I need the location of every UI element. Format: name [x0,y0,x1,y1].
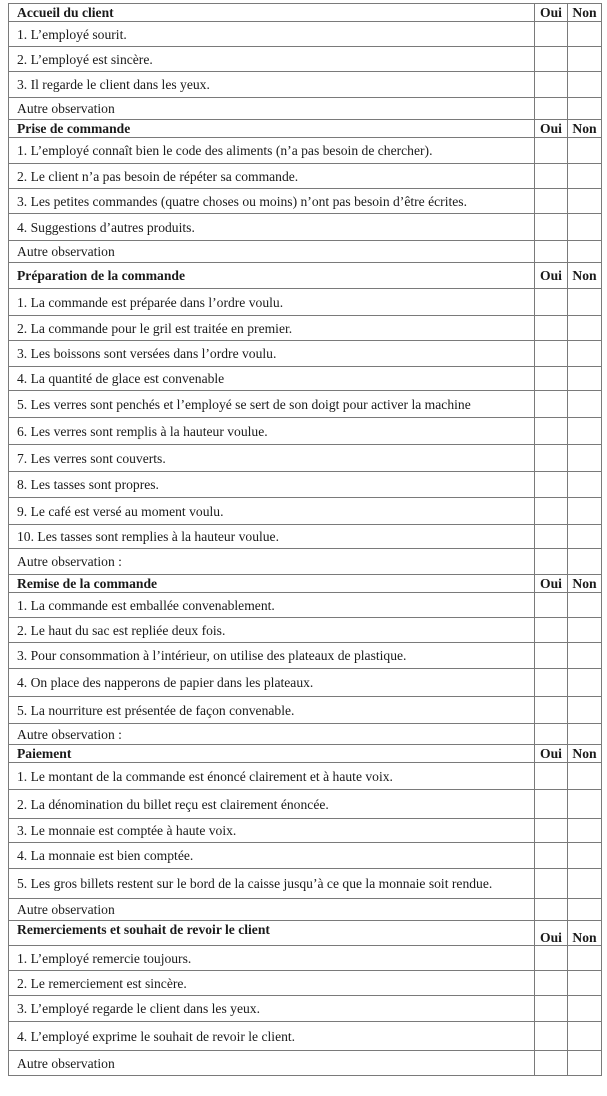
oui-checkbox[interactable] [535,549,568,575]
oui-column-header: Oui [535,745,568,763]
section-paiement [8,744,602,921]
item-label: 3. Pour consommation à l’intérieur, on utilise des plateaux de plastique. [9,643,535,669]
checklist-row [9,525,602,549]
checklist-row [9,498,602,525]
item-label: 4. La quantité de glace est convenable [9,367,535,391]
non-checkbox[interactable] [568,763,602,790]
non-checkbox[interactable] [568,724,602,745]
other-observation-label[interactable]: Autre observation [9,1051,535,1076]
checklist-row [9,214,602,241]
non-checkbox[interactable] [568,189,602,214]
other-observation-label[interactable]: Autre observation [9,98,535,120]
checklist-row [9,316,602,341]
non-checkbox[interactable] [568,843,602,869]
checklist-row [9,697,602,724]
checklist-row [9,138,602,164]
non-checkbox[interactable] [568,367,602,391]
oui-checkbox[interactable] [535,819,568,843]
non-checkbox[interactable] [568,593,602,618]
checklist-row [9,367,602,391]
checklist-row [9,618,602,643]
section-title: Préparation de la commande [9,263,535,289]
item-label: 2. La dénomination du billet reçu est clairement énoncée. [9,790,535,819]
non-column-header: Non [568,4,602,22]
section-accueil [8,3,602,120]
checklist-row [9,22,602,47]
section-title: Prise de commande [9,120,535,138]
oui-checkbox[interactable] [535,391,568,418]
oui-checkbox[interactable] [535,47,568,72]
checklist-row [9,869,602,899]
non-checkbox[interactable] [568,316,602,341]
non-checkbox[interactable] [568,669,602,697]
section-remerciements [8,920,602,1076]
non-checkbox[interactable] [568,164,602,189]
checklist-row [9,971,602,996]
item-label: 5. Les verres sont penchés et l’employé se sert de son doigt pour activer la machine [9,391,535,418]
oui-column-header: Oui [535,575,568,593]
checklist-row [9,996,602,1022]
checklist-row [9,164,602,189]
non-checkbox[interactable] [568,47,602,72]
oui-checkbox[interactable] [535,214,568,241]
oui-checkbox[interactable] [535,241,568,263]
oui-checkbox[interactable] [535,971,568,996]
section-header [9,921,602,946]
non-checkbox[interactable] [568,341,602,367]
oui-checkbox[interactable] [535,98,568,120]
oui-checkbox[interactable] [535,593,568,618]
item-label: 10. Les tasses sont remplies à la hauteur voulue. [9,525,535,549]
non-checkbox[interactable] [568,697,602,724]
oui-column-header: Oui [535,921,568,946]
other-observation-label[interactable]: Autre observation : [9,724,535,745]
item-label: 3. L’employé regarde le client dans les yeux. [9,996,535,1022]
item-label: 2. La commande pour le gril est traitée en premier. [9,316,535,341]
oui-checkbox[interactable] [535,763,568,790]
checklist-row [9,391,602,418]
section-title: Accueil du client [9,4,535,22]
non-checkbox[interactable] [568,472,602,498]
item-label: 9. Le café est versé au moment voulu. [9,498,535,525]
section-preparation [8,262,602,575]
oui-checkbox[interactable] [535,669,568,697]
section-title: Remise de la commande [9,575,535,593]
oui-checkbox[interactable] [535,341,568,367]
oui-checkbox[interactable] [535,724,568,745]
section-header [9,575,602,593]
oui-checkbox[interactable] [535,189,568,214]
section-title: Paiement [9,745,535,763]
checklist-row [9,418,602,445]
section-title: Remerciements et souhait de revoir le client [9,921,535,946]
oui-column-header: Oui [535,120,568,138]
checklist-row [9,763,602,790]
non-checkbox[interactable] [568,899,602,921]
non-column-header: Non [568,921,602,946]
other-observation-row [9,549,602,575]
non-column-header: Non [568,263,602,289]
non-checkbox[interactable] [568,498,602,525]
item-label: 3. Les petites commandes (quatre choses ou moins) n’ont pas besoin d’être écrites. [9,189,535,214]
non-checkbox[interactable] [568,549,602,575]
checklist-row [9,946,602,971]
non-checkbox[interactable] [568,1022,602,1051]
oui-checkbox[interactable] [535,697,568,724]
non-checkbox[interactable] [568,1051,602,1076]
oui-checkbox[interactable] [535,946,568,971]
non-checkbox[interactable] [568,790,602,819]
non-checkbox[interactable] [568,214,602,241]
item-label: 4. La monnaie est bien comptée. [9,843,535,869]
oui-column-header: Oui [535,4,568,22]
non-checkbox[interactable] [568,946,602,971]
section-header [9,4,602,22]
checklist-row [9,72,602,98]
item-label: 7. Les verres sont couverts. [9,445,535,472]
other-observation-row [9,98,602,120]
checklist-row [9,1022,602,1051]
oui-checkbox[interactable] [535,367,568,391]
section-remise [8,574,602,745]
section-header [9,263,602,289]
checklist-row [9,819,602,843]
non-checkbox[interactable] [568,72,602,98]
non-checkbox[interactable] [568,418,602,445]
item-label: 8. Les tasses sont propres. [9,472,535,498]
non-column-header: Non [568,120,602,138]
other-observation-label[interactable]: Autre observation : [9,549,535,575]
checklist-row [9,47,602,72]
item-label: 3. Le monnaie est comptée à haute voix. [9,819,535,843]
oui-checkbox[interactable] [535,472,568,498]
section-prise-de-commande [8,119,602,263]
other-observation-row [9,1051,602,1076]
item-label: 5. La nourriture est présentée de façon convenable. [9,697,535,724]
checklist-row [9,472,602,498]
oui-checkbox[interactable] [535,525,568,549]
non-checkbox[interactable] [568,819,602,843]
non-checkbox[interactable] [568,971,602,996]
oui-checkbox[interactable] [535,899,568,921]
oui-checkbox[interactable] [535,138,568,164]
checklist-row [9,643,602,669]
oui-checkbox[interactable] [535,72,568,98]
item-label: 4. On place des napperons de papier dans les plateaux. [9,669,535,697]
oui-checkbox[interactable] [535,1022,568,1051]
item-label: 1. La commande est emballée convenablement. [9,593,535,618]
other-observation-row [9,241,602,263]
item-label: 5. Les gros billets restent sur le bord de la caisse jusqu’à ce que la monnaie soit rendue. [9,869,535,899]
oui-checkbox[interactable] [535,418,568,445]
item-label: 2. Le remerciement est sincère. [9,971,535,996]
item-label: 6. Les verres sont remplis à la hauteur voulue. [9,418,535,445]
non-checkbox[interactable] [568,98,602,120]
non-column-header: Non [568,745,602,763]
other-observation-row [9,724,602,745]
item-label: 3. Il regarde le client dans les yeux. [9,72,535,98]
oui-checkbox[interactable] [535,618,568,643]
non-checkbox[interactable] [568,289,602,316]
checklist-row [9,843,602,869]
checklist-row [9,289,602,316]
non-checkbox[interactable] [568,241,602,263]
item-label: 2. Le client n’a pas besoin de répéter sa commande. [9,164,535,189]
non-checkbox[interactable] [568,445,602,472]
item-label: 2. L’employé est sincère. [9,47,535,72]
non-checkbox[interactable] [568,869,602,899]
oui-checkbox[interactable] [535,445,568,472]
other-observation-row [9,899,602,921]
non-checkbox[interactable] [568,22,602,47]
oui-checkbox[interactable] [535,643,568,669]
oui-checkbox[interactable] [535,1051,568,1076]
item-label: 1. L’employé sourit. [9,22,535,47]
item-label: 1. L’employé connaît bien le code des aliments (n’a pas besoin de chercher). [9,138,535,164]
non-checkbox[interactable] [568,391,602,418]
oui-column-header: Oui [535,263,568,289]
oui-checkbox[interactable] [535,289,568,316]
non-checkbox[interactable] [568,643,602,669]
other-observation-label[interactable]: Autre observation [9,899,535,921]
checklist-row [9,790,602,819]
checklist-row [9,341,602,367]
other-observation-label[interactable]: Autre observation [9,241,535,263]
non-checkbox[interactable] [568,618,602,643]
section-header [9,120,602,138]
non-checkbox[interactable] [568,138,602,164]
item-label: 4. L’employé exprime le souhait de revoir le client. [9,1022,535,1051]
section-header [9,745,602,763]
oui-checkbox[interactable] [535,498,568,525]
oui-checkbox[interactable] [535,790,568,819]
checklist-row [9,445,602,472]
checklist-row [9,593,602,618]
item-label: 4. Suggestions d’autres produits. [9,214,535,241]
item-label: 1. L’employé remercie toujours. [9,946,535,971]
item-label: 1. Le montant de la commande est énoncé clairement et à haute voix. [9,763,535,790]
oui-checkbox[interactable] [535,843,568,869]
item-label: 1. La commande est préparée dans l’ordre voulu. [9,289,535,316]
non-checkbox[interactable] [568,525,602,549]
non-checkbox[interactable] [568,996,602,1022]
checklist-row [9,669,602,697]
item-label: 3. Les boissons sont versées dans l’ordre voulu. [9,341,535,367]
oui-checkbox[interactable] [535,996,568,1022]
oui-checkbox[interactable] [535,22,568,47]
oui-checkbox[interactable] [535,164,568,189]
non-column-header: Non [568,575,602,593]
checklist-form [8,3,601,1076]
oui-checkbox[interactable] [535,316,568,341]
item-label: 2. Le haut du sac est repliée deux fois. [9,618,535,643]
oui-checkbox[interactable] [535,869,568,899]
checklist-row [9,189,602,214]
